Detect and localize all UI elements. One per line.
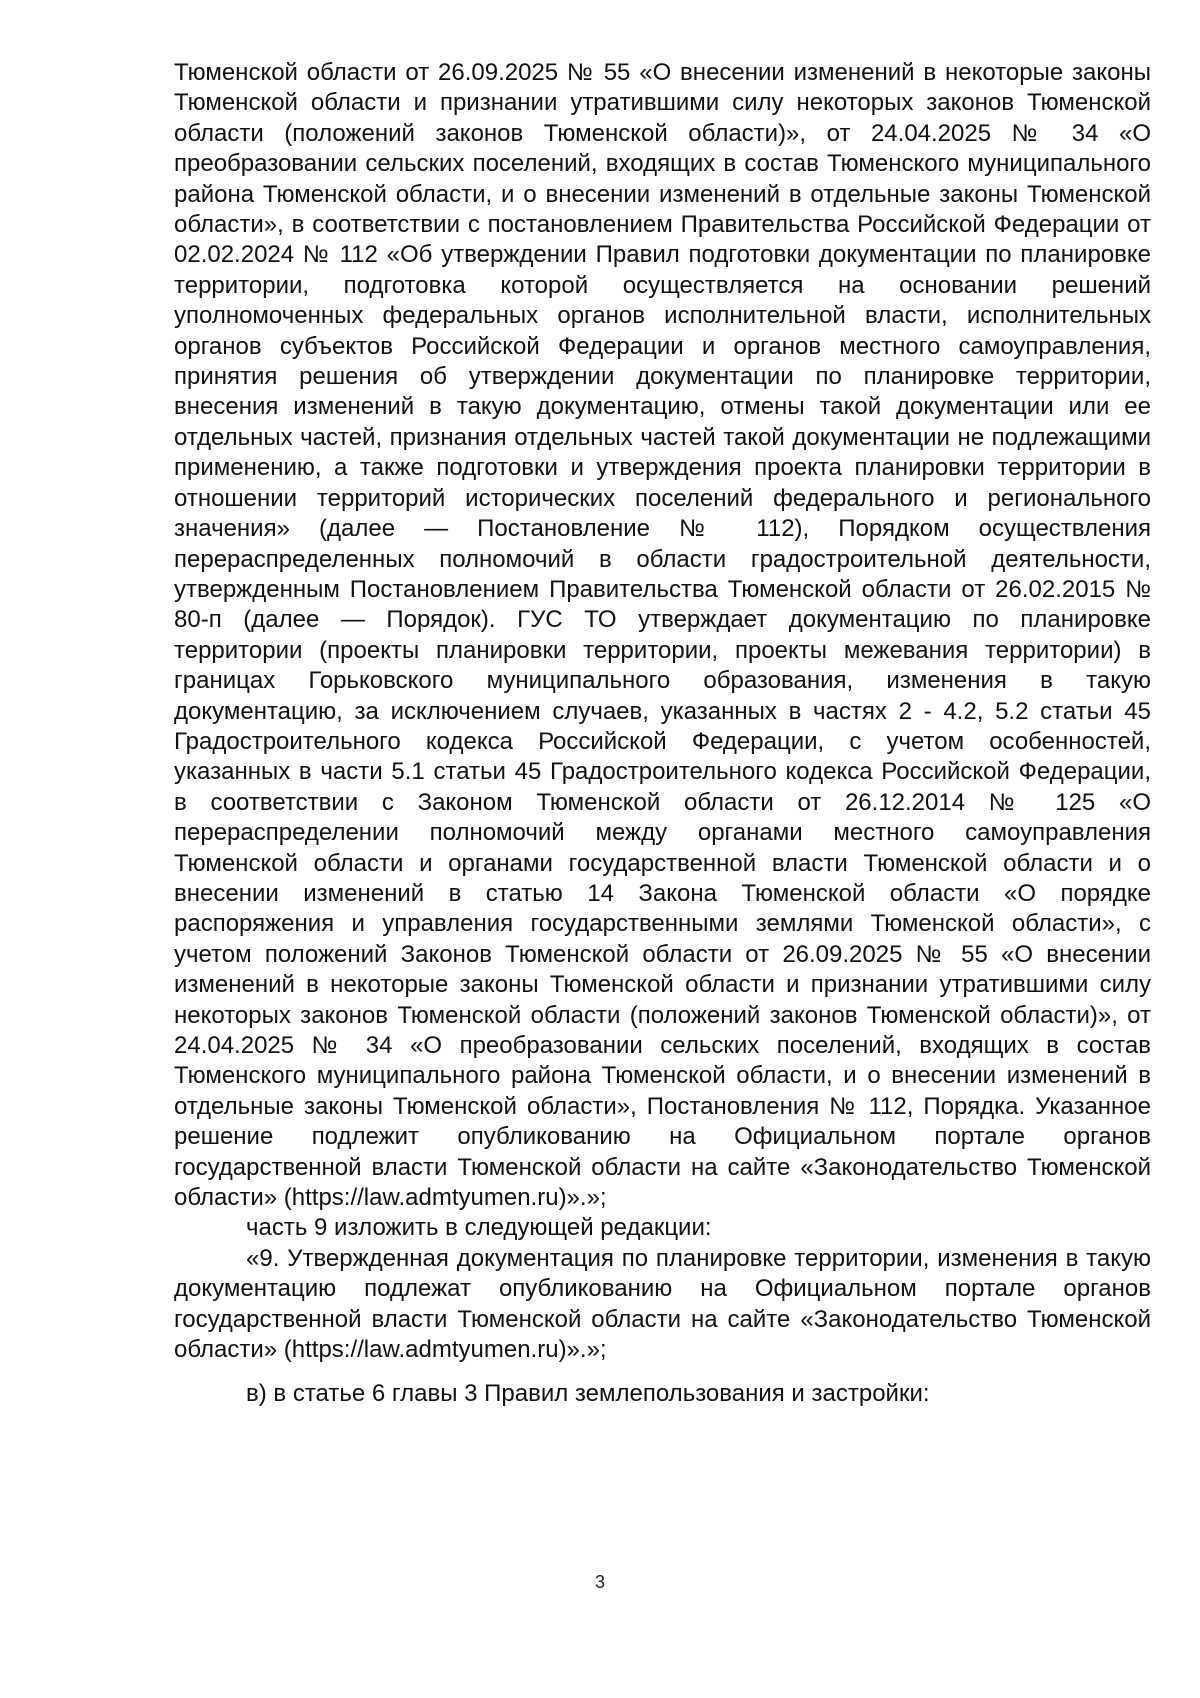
body-paragraph-2: часть 9 изложить в следующей редакции: bbox=[246, 1214, 712, 1242]
body-paragraph-3: «9. Утвержденная документация по планировке территории, изменения в такую документацию подлежат опубликованию на Официальном портале органов государственной власти Тюменской области на сайте «Законодательство Тюменской области» (https://law.admtyumen.ru)».»; bbox=[174, 1244, 1151, 1364]
page-number: 3 bbox=[594, 1572, 605, 1592]
body-paragraph-1: Тюменской области от 26.09.2025 № 55 «О внесении изменений в некоторые законы Тюменской области и признании утратившими силу некоторых законов Тюменской области (положений законов Тюменской области)», от 24.04.2025 № 34 «О преобразовании сельских поселений, входящих в состав Тюменского муниципального района Тюменской области, и о внесении изменений в отдельные законы Тюменской области», в соответствии с постановлением Правительства Российской Федерации от 02.02.2024 № 112 «Об утверждении Правил подготовки документации по планировке территории, подготовка которой осуществляется на основании решений уполномоченных федеральных органов исполнительной власти, исполнительных органов субъектов Российской Федерации и органов местного самоуправления, принятия решения об утверждении документации по планировке территории, внесения изменений в такую документацию, отмены такой документации или ее отдельных частей, признания отдельных частей такой документации не подлежащими применению, а также подготовки и утверждения проекта планировки территории в отношении территорий исторических поселений федерального и регионального значения» (далее — Постановление № 112), Порядком осуществления перераспределенных полномочий в области градостроительной деятельности, утвержденным Постановлением Правительства Тюменской области от 26.02.2015 № 80-п (далее — Порядок). ГУС ТО утверждает документацию по планировке территории (проекты планировки территории, проекты межевания территории) в границах Горьковского муниципального образования, изменения в такую документацию, за исключением случаев, указанных в частях 2 - 4.2, 5.2 статьи 45 Градостроительного кодекса Российской Федерации, с учетом особенностей, указанных в части 5.1 статьи 45 Градостроительного кодекса Российской Федерации, в соответствии с Законом Тюменской области от 26.12.2014 № 125 «О перераспределении полномочий между органами местного самоуправления Тюменской области и органами государственной власти Тюменской области и о внесении изменений в статью 14 Закона Тюменской области «О порядке распоряжения и управления государственными землями Тюменской области», с учетом положений Законов Тюменской области от 26.09.2025 № 55 «О внесении изменений в некоторые законы Тюменской области и признании утратившими силу некоторых законов Тюменской области (положений законов Тюменской области)», от 24.04.2025 № 34 «О преобразовании сельских поселений, входящих в состав Тюменского муниципального района Тюменской области, и о внесении изменений в отдельные законы Тюменской области», Постановления № 112, Порядка. Указанное решение подлежит опубликованию на Официальном портале органов государственной власти Тюменской области на сайте «Законодательство Тюменской области» (https://law.admtyumen.ru)».»; bbox=[174, 59, 1151, 1212]
body-paragraph-4: в) в статье 6 главы 3 Правил землепользования и застройки: bbox=[246, 1380, 930, 1408]
document-page bbox=[174, 58, 1151, 1410]
